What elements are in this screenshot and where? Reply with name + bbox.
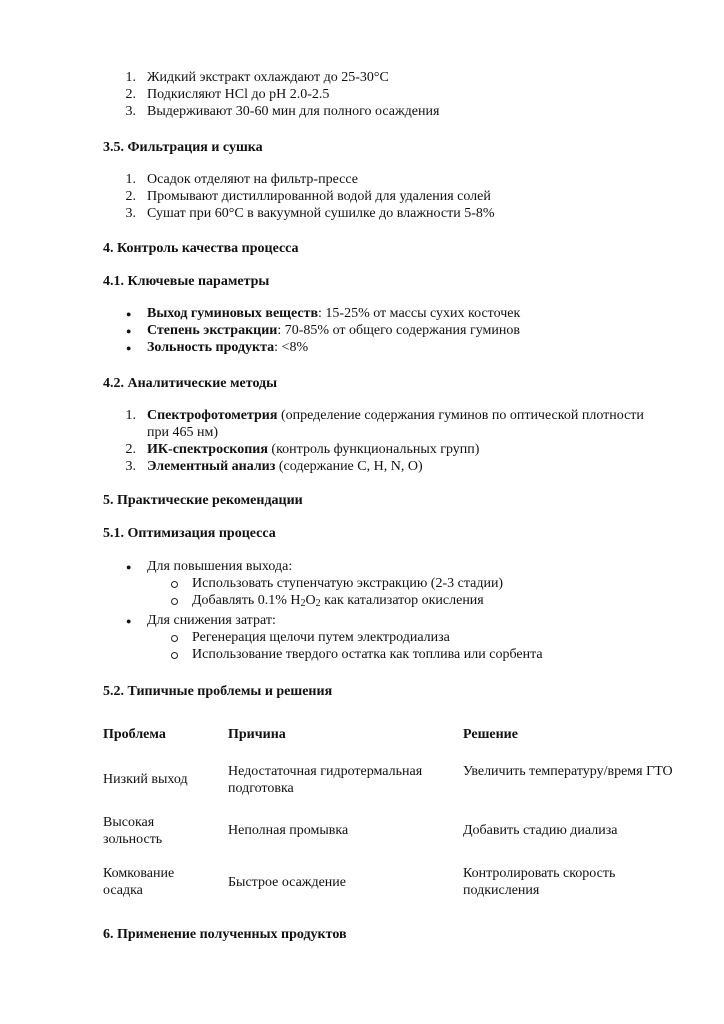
list-number: 3. <box>125 459 136 474</box>
section-heading-6: 6. Применение полученных продуктов <box>103 927 347 942</box>
list-number: 3. <box>125 104 136 119</box>
list-item: Спектрофотометрия (определение содержания гуминов по оптической плотности <box>147 408 644 423</box>
list-number: 1. <box>125 172 136 187</box>
table-cell: Неполная промывка <box>228 823 349 838</box>
section-heading-4-2: 4.2. Аналитические методы <box>103 376 278 391</box>
list-number: 2. <box>125 87 136 102</box>
sub-bullet-icon <box>171 652 178 659</box>
list-item: Подкисляют HCl до pH 2.0-2.5 <box>147 87 330 102</box>
table-cell: Недостаточная гидротермальная подготовка <box>228 764 423 796</box>
list-item: ИК-спектроскопия (контроль функциональных групп) <box>147 442 480 457</box>
sub-bullet-icon <box>171 635 178 642</box>
list-item: Зольность продукта: <8% <box>147 340 309 355</box>
section-heading-4: 4. Контроль качества процесса <box>103 241 299 256</box>
list-item: Выдерживают 30-60 мин для полного осаждения <box>147 104 440 119</box>
list-item: Выход гуминовых веществ: 15-25% от массы сухих косточек <box>147 306 521 321</box>
sub-list-item: Использование твердого остатка как топлива или сорбента <box>192 647 543 662</box>
list-item: Жидкий экстракт охлаждают до 25-30°C <box>147 70 389 85</box>
table-header: Причина <box>228 727 286 742</box>
bullet-icon: ● <box>126 562 132 572</box>
bullet-icon: ● <box>126 343 132 353</box>
list-number: 1. <box>125 408 136 423</box>
table-header: Решение <box>463 727 518 742</box>
table-cell: Быстрое осаждение <box>228 875 346 890</box>
table-cell: Контролировать скорость подкисления <box>463 866 616 898</box>
section-heading-5-2: 5.2. Типичные проблемы и решения <box>103 684 333 699</box>
list-number: 2. <box>125 189 136 204</box>
list-item: Для повышения выхода: <box>147 559 293 574</box>
list-item: Сушат при 60°C в вакуумной сушилке до влажности 5-8% <box>147 206 495 221</box>
list-item-continuation: при 465 нм) <box>147 425 218 440</box>
section-heading-5-1: 5.1. Оптимизация процесса <box>103 526 276 541</box>
sub-bullet-icon <box>171 581 178 588</box>
table-cell: Низкий выход <box>103 772 188 787</box>
section-heading-3-5: 3.5. Фильтрация и сушка <box>103 140 263 155</box>
list-item: Промывают дистиллированной водой для удаления солей <box>147 189 491 204</box>
list-number: 2. <box>125 442 136 457</box>
list-item: Элементный анализ (содержание C, H, N, O) <box>147 459 423 474</box>
list-item: Осадок отделяют на фильтр-прессе <box>147 172 358 187</box>
table-cell: Высокая зольность <box>103 815 163 847</box>
sub-bullet-icon <box>171 598 178 605</box>
bullet-icon: ● <box>126 616 132 626</box>
table-header: Проблема <box>103 727 166 742</box>
bullet-icon: ● <box>126 309 132 319</box>
list-item: Степень экстракции: 70-85% от общего содержания гуминов <box>147 323 520 338</box>
sub-list-item: Регенерация щелочи путем электродиализа <box>192 630 450 645</box>
list-item: Для снижения затрат: <box>147 613 276 628</box>
sub-list-item: Добавлять 0.1% $H_2O_2$ как катализатор окисления <box>192 593 484 609</box>
section-heading-5: 5. Практические рекомендации <box>103 493 303 508</box>
list-number: 3. <box>125 206 136 221</box>
bullet-icon: ● <box>126 326 132 336</box>
table-cell: Добавить стадию диализа <box>463 823 618 838</box>
list-number: 1. <box>125 70 136 85</box>
table-cell: Увеличить температуру/время ГТО <box>463 764 673 779</box>
section-heading-4-1: 4.1. Ключевые параметры <box>103 274 270 289</box>
sub-list-item: Использовать ступенчатую экстракцию (2-3 стадии) <box>192 576 504 591</box>
table-cell: Комкование осадка <box>103 866 175 898</box>
